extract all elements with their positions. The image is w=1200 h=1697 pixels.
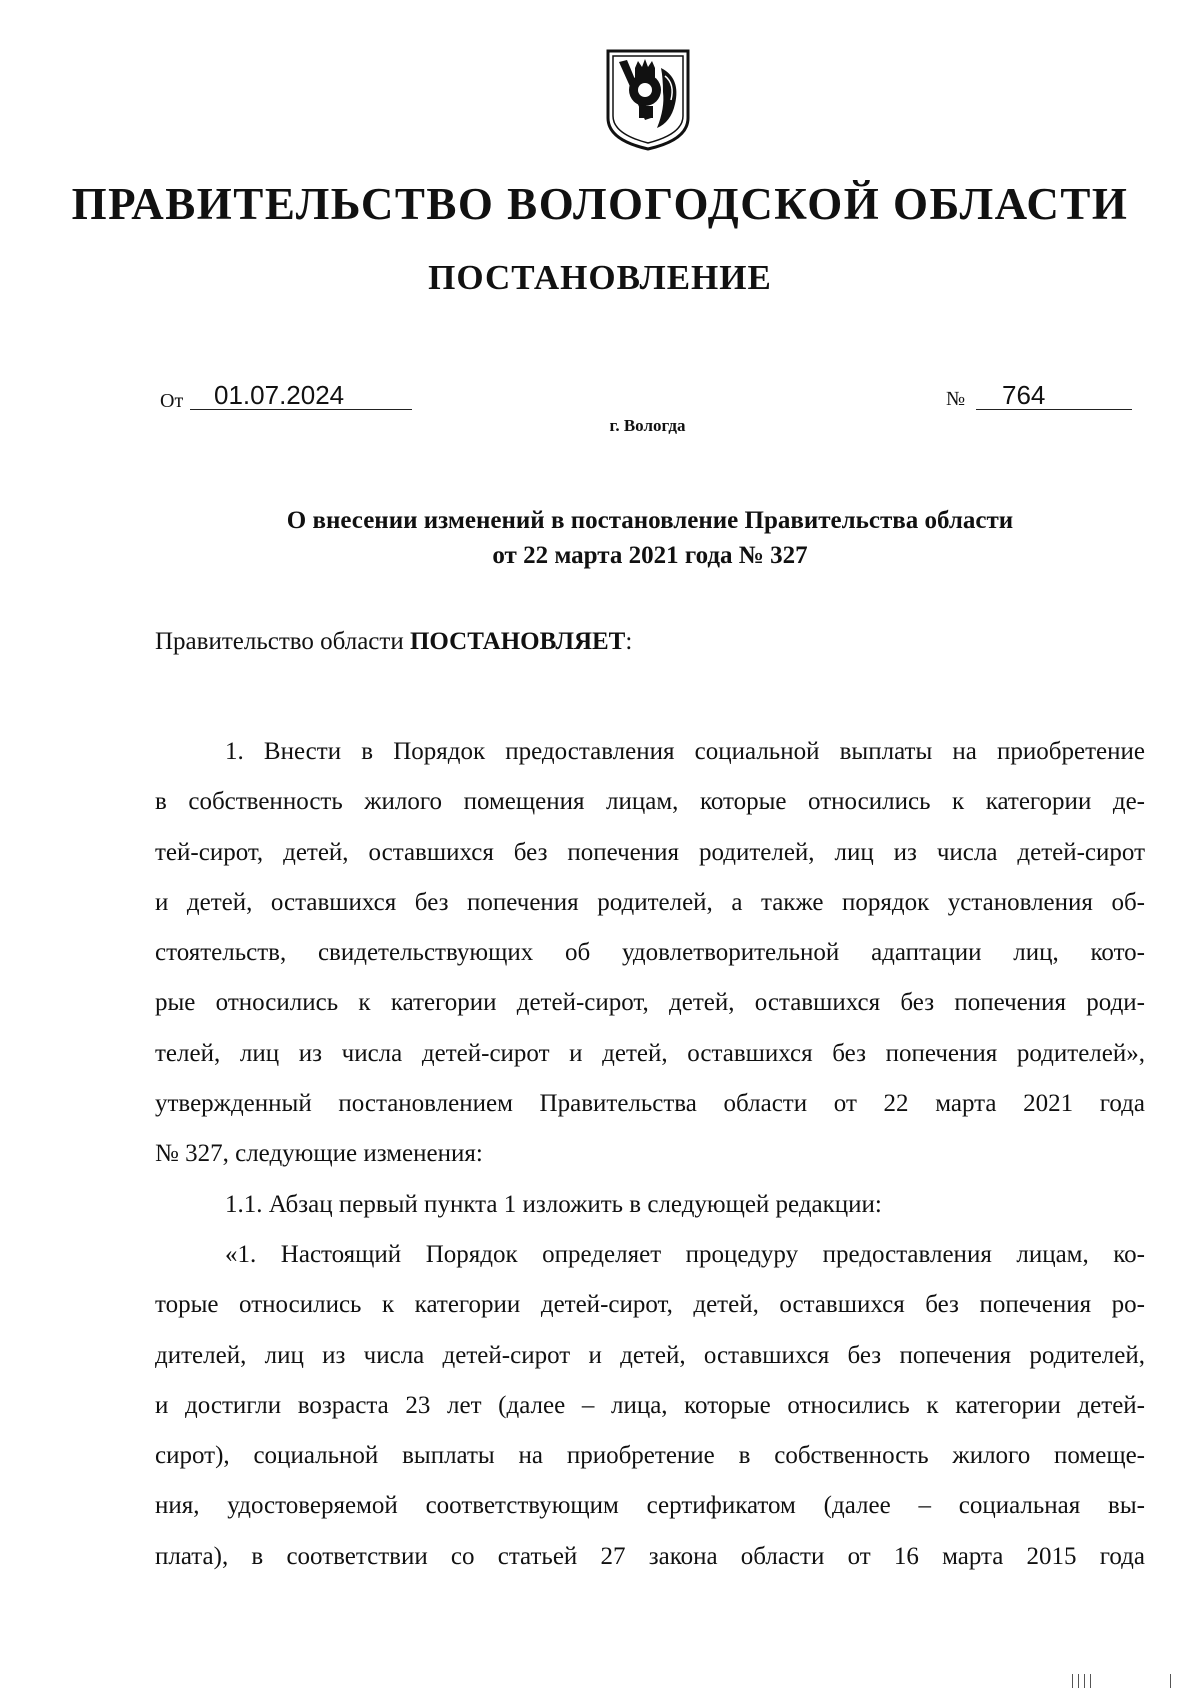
preamble-text: Правительство области [155,628,410,655]
vologda-coat-of-arms-icon [605,48,691,152]
document-subject [150,503,1150,573]
body-line: 1. Внести в Порядок предоставления социальной выплаты на приобретение [225,738,1145,765]
body-line: утвержденный постановлением Правительства области от 22 марта 2021 года [155,1090,1145,1118]
body-line: № 327, следующие изменения: [155,1140,483,1168]
document-type-title: ПОСТАНОВЛЕНИЕ [428,258,772,297]
body-line: и детей, оставшихся без попечения родителей, а также порядок установления об- [155,888,1145,916]
body-line: дителей, лиц из числа детей-сирот и детей, оставшихся без попечения родителей, [155,1341,1145,1369]
subject-line-1: О внесении изменений в постановление Правительства области [286,507,1014,534]
body-line: рые относились к категории детей-сирот, детей, оставшихся без попечения роди- [155,989,1145,1017]
government-title: ПРАВИТЕЛЬСТВО ВОЛОГОДСКОЙ ОБЛАСТИ [71,179,1129,229]
document-number-field [946,382,1132,412]
preamble-tail: : [625,628,633,655]
number-label: № [946,388,966,410]
preamble-decree-word: ПОСТАНОВЛЯЕТ [409,628,626,655]
body-line: ния, удостоверяемой соответствующим сертификатом (далее – социальная вы- [155,1492,1145,1520]
body-line: стоятельств, свидетельствующих об удовлетворительной адаптации лиц, кото- [155,939,1145,967]
document-date: 01.07.2024 [190,382,412,410]
body-line: в собственность жилого помещения лицам, которые относились к категории де- [155,788,1145,816]
subject-line-2: от 22 марта 2021 года № 327 [492,542,808,569]
preamble [155,628,632,656]
document-body [155,727,1145,1582]
body-line: «1. Настоящий Порядок определяет процедуру предоставления лицам, ко- [225,1240,1145,1268]
body-line: тей-сирот, детей, оставшихся без попечения родителей, лиц из числа детей-сирот [155,838,1145,866]
scan-marks [1070,1668,1180,1688]
date-label: От [160,390,184,412]
body-line: телей, лиц из числа детей-сирот и детей, оставшихся без попечения родителей», [155,1039,1145,1067]
body-line: и достигли возраста 23 лет (далее – лица, которые относились к категории детей- [155,1391,1145,1419]
body-line: плата), в соответствии со статьей 27 закона области от 16 марта 2015 года [155,1542,1145,1570]
city-name: г. Вологда [609,416,686,435]
body-line: 1.1. Абзац первый пункта 1 изложить в следующей редакции: [225,1190,882,1218]
body-line: сирот), социальной выплаты на приобретение в собственность жилого помеще- [155,1442,1145,1470]
document-number: 764 [976,382,1132,410]
document-date-field [160,382,412,412]
body-line: торые относились к категории детей-сирот, детей, оставшихся без попечения ро- [155,1291,1145,1319]
